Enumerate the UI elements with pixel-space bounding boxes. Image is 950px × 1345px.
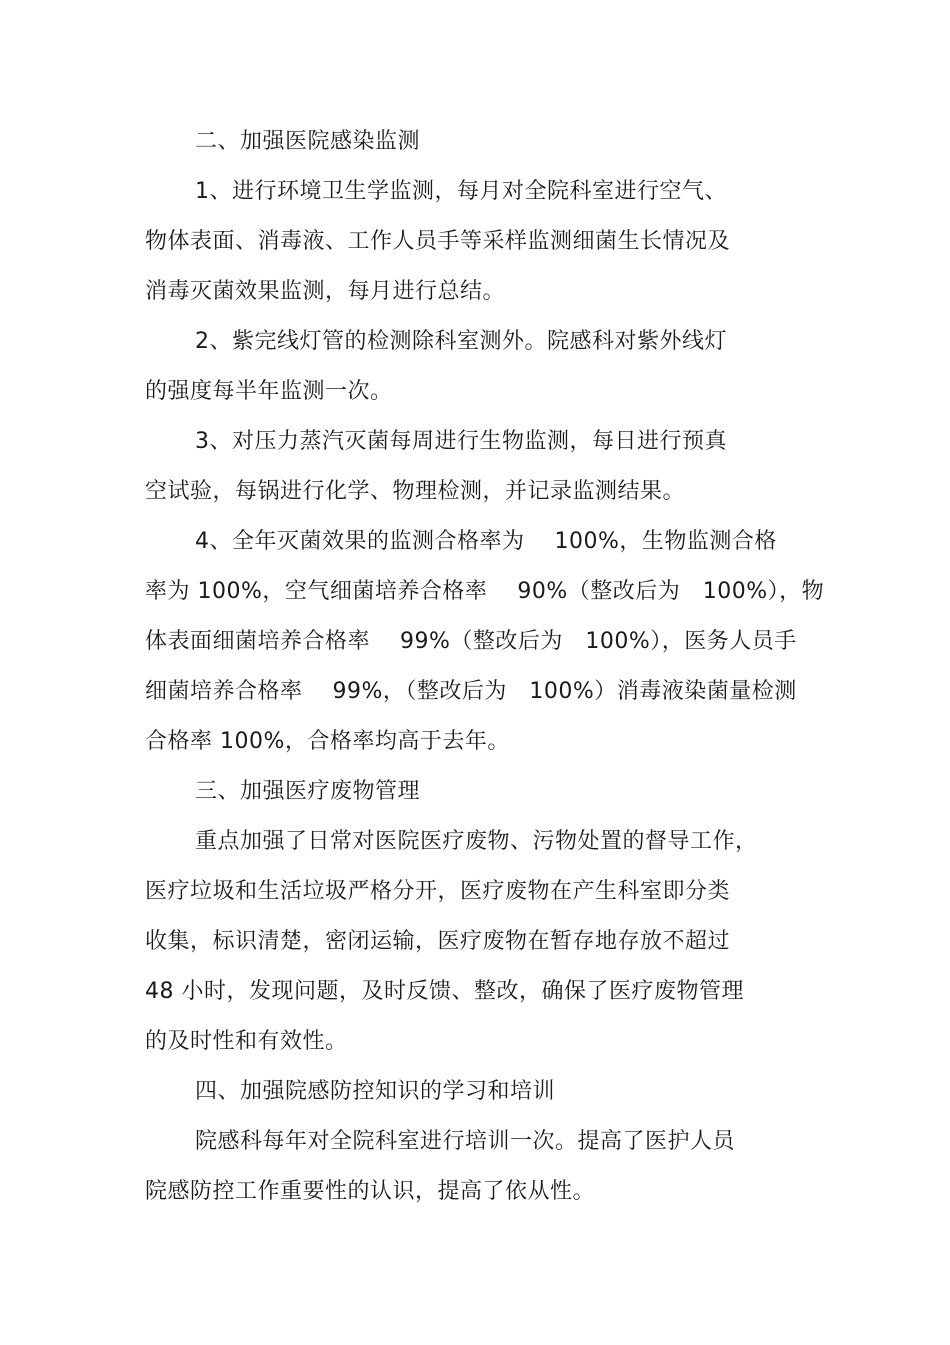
paragraph-line: 1、进行环境卫生学监测，每月对全院科室进行空气、 (195, 179, 727, 204)
section-heading-4: 四、加强院感防控知识的学习和培训 (195, 1079, 556, 1104)
paragraph-line: 48 小时，发现问题，及时反馈、整改，确保了医疗废物管理 (145, 979, 744, 1004)
paragraph-line: 体表面细菌培养合格率 99%（整改后为 100%），医务人员手 (145, 629, 797, 654)
paragraph-line: 的强度每半年监测一次。 (145, 379, 393, 404)
paragraph-line: 收集，标识清楚，密闭运输，医疗废物在暂存地存放不超过 (145, 929, 731, 954)
paragraph-line: 细菌培养合格率 99%，（整改后为 100%）消毒液染菌量检测 (145, 679, 797, 704)
paragraph-line: 院感科每年对全院科室进行培训一次。提高了医护人员 (195, 1129, 736, 1154)
paragraph-line: 医疗垃圾和生活垃圾严格分开，医疗废物在产生科室即分类 (145, 879, 731, 904)
paragraph-line: 4、全年灭菌效果的监测合格率为 100%，生物监测合格 (195, 529, 777, 554)
section-heading-3: 三、加强医疗废物管理 (195, 779, 421, 804)
paragraph-line: 消毒灭菌效果监测，每月进行总结。 (145, 279, 506, 304)
paragraph-line: 率为 100%，空气细菌培养合格率 90%（整改后为 100%），物 (145, 579, 825, 604)
paragraph-line: 物体表面、消毒液、工作人员手等采样监测细菌生长情况及 (145, 229, 731, 254)
paragraph-line: 重点加强了日常对医院医疗废物、污物处置的督导工作， (195, 829, 758, 854)
paragraph-line: 院感防控工作重要性的认识，提高了依从性。 (145, 1179, 596, 1204)
paragraph-line: 的及时性和有效性。 (145, 1029, 348, 1054)
section-heading-2: 二、加强医院感染监测 (195, 129, 421, 154)
paragraph-line: 合格率 100%，合格率均高于去年。 (145, 729, 510, 754)
paragraph-line: 空试验，每锅进行化学、物理检测，并记录监测结果。 (145, 479, 686, 504)
paragraph-line: 2、紫完线灯管的检测除科室测外。院感科对紫外线灯 (195, 329, 727, 354)
paragraph-line: 3、对压力蒸汽灭菌每周进行生物监测，每日进行预真 (195, 429, 727, 454)
